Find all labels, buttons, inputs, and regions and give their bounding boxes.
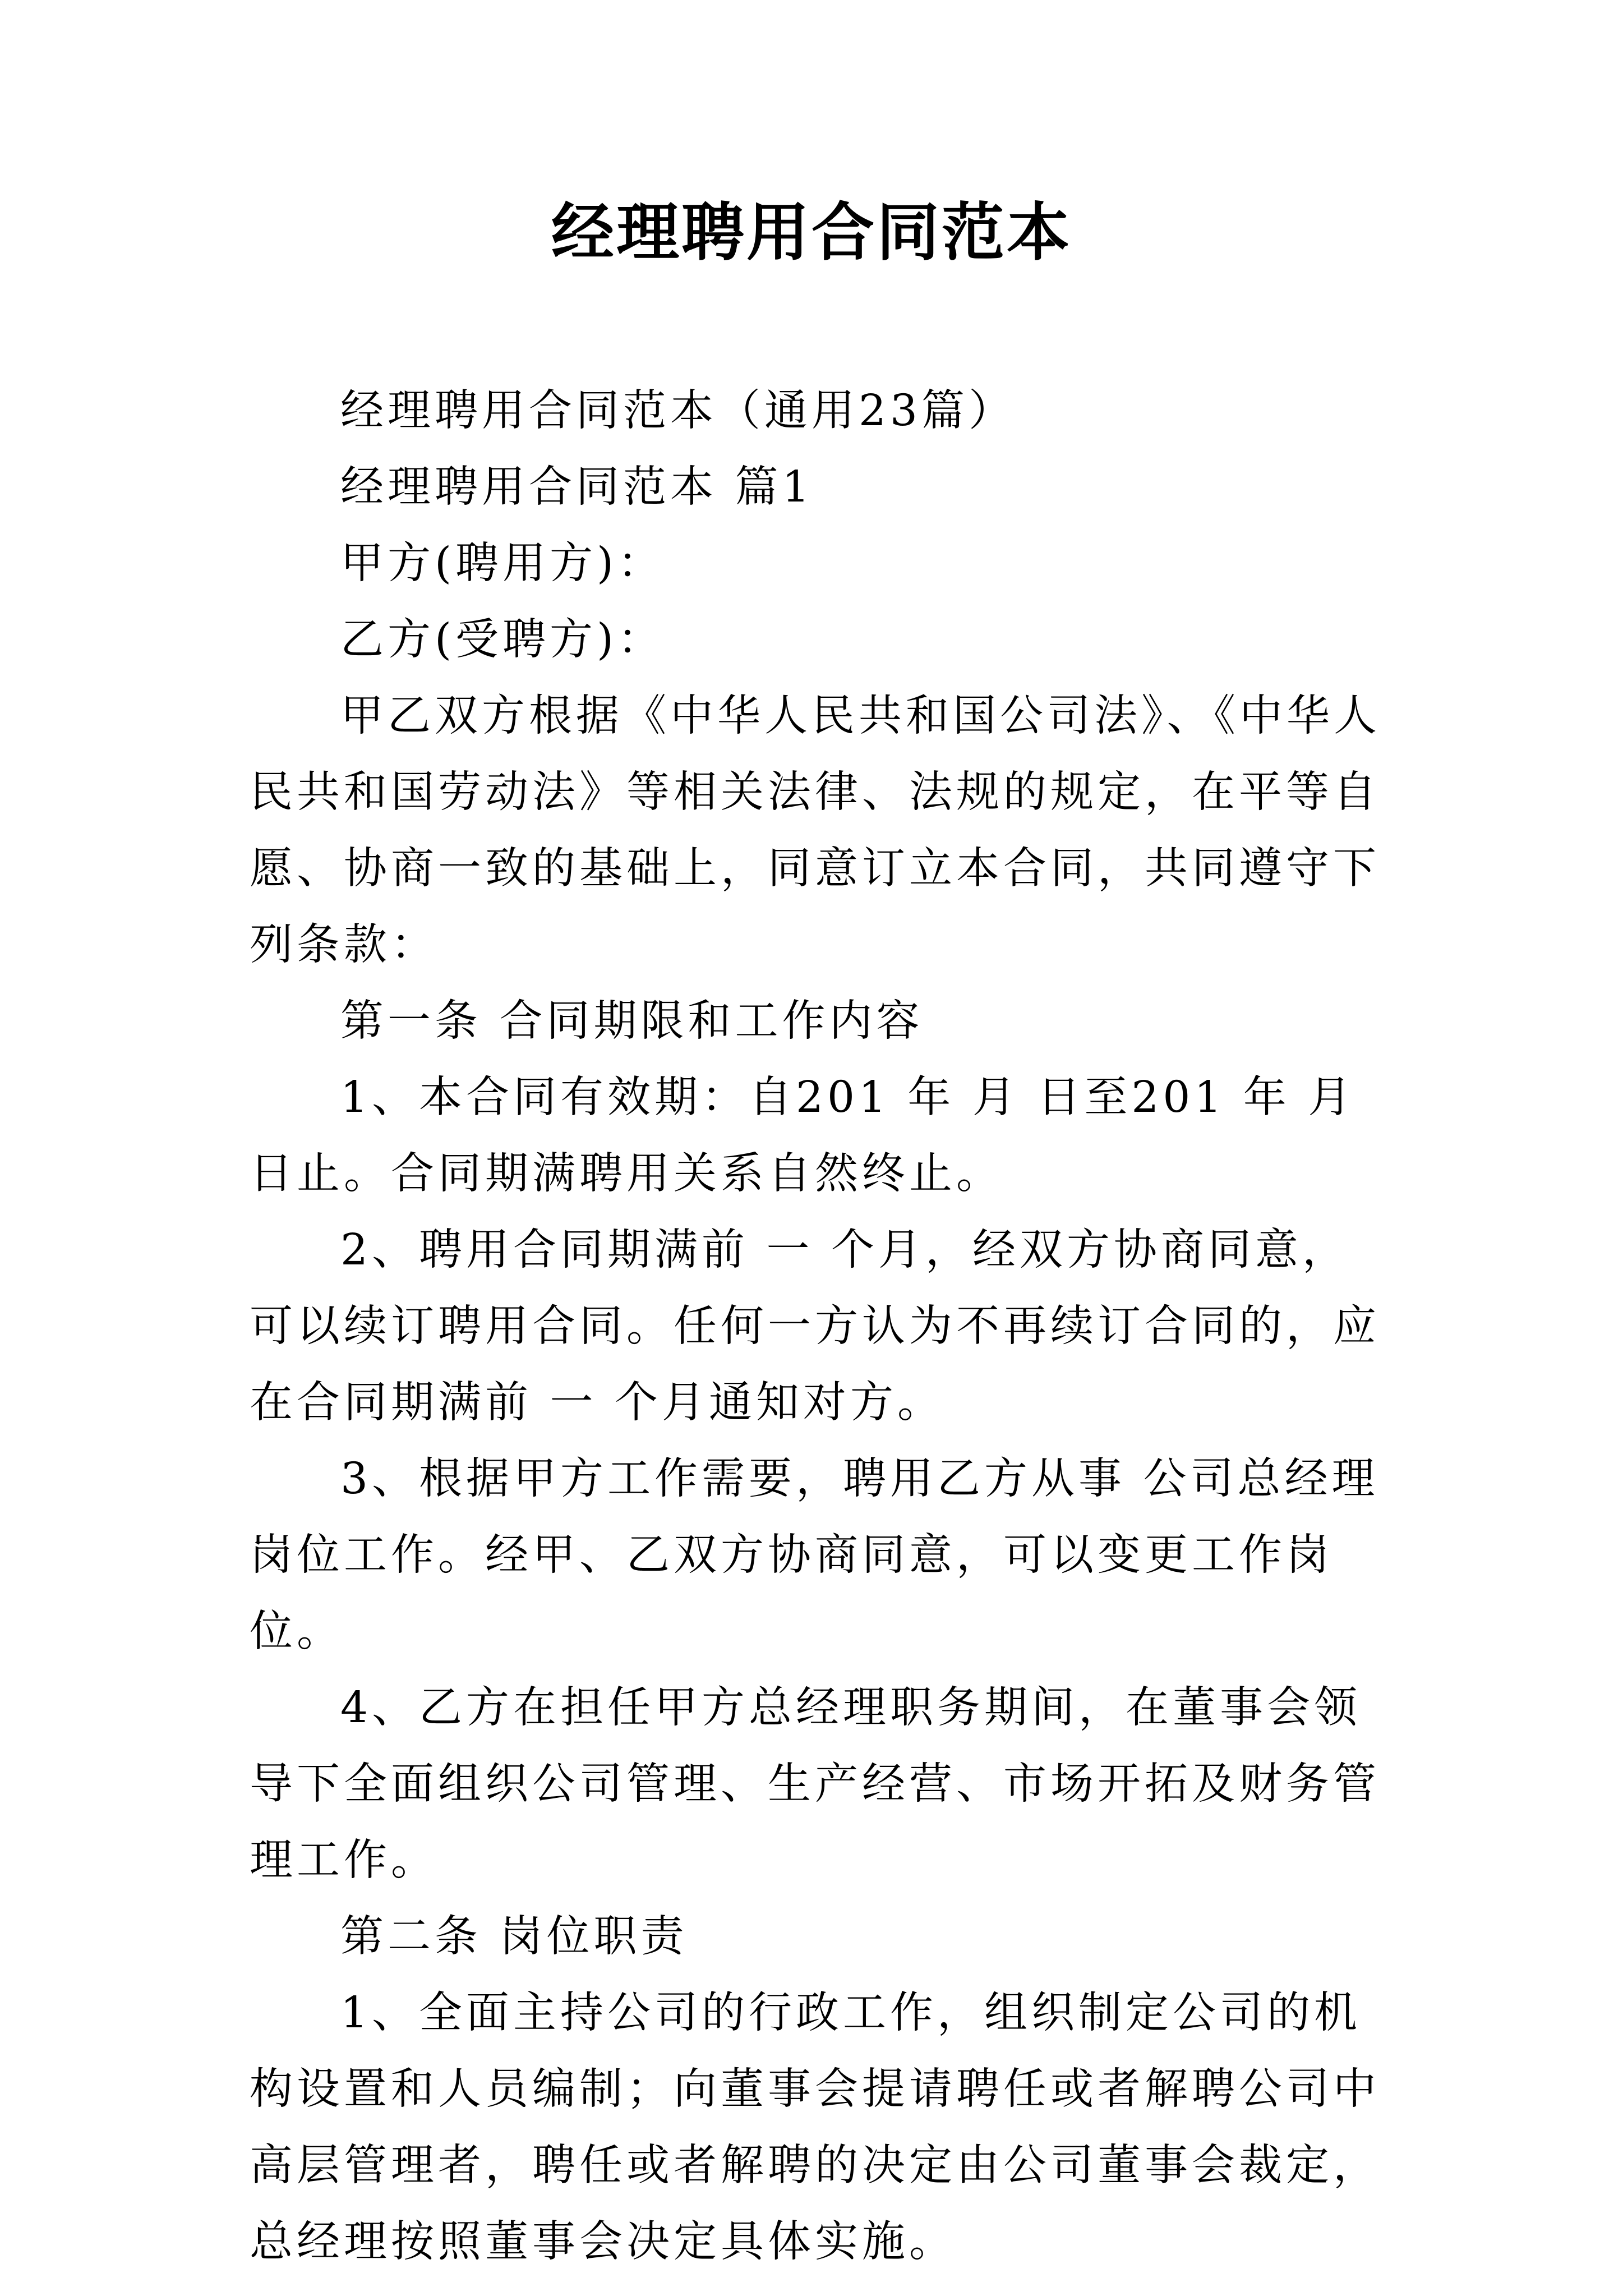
document-body xyxy=(250,373,1394,2280)
clause-paragraph: 4、乙方在担任甲方总经理职务期间，在董事会领导下全面组织公司管理、生产经营、市场开拓及财务管理工作。 xyxy=(250,1683,1380,1885)
party-a-line: 甲方(聘用方)： xyxy=(340,539,665,588)
subtitle-paragraph: 经理聘用合同范本（通用23篇） xyxy=(340,386,1016,436)
clause-paragraph: 1、本合同有效期：自201 年 月 日至201 年 月 日止。合同期满聘用关系自然终止。 xyxy=(250,1073,1355,1199)
preamble-paragraph: 甲乙双方根据《中华人民共和国公司法》、《中华人民共和国劳动法》等相关法律、法规的规定，在平等自愿、协商一致的基础上，同意订立本合同，共同遵守下列条款： xyxy=(250,691,1381,970)
article-heading: 第一条 合同期限和工作内容 xyxy=(340,996,924,1046)
clause-paragraph: 1、全面主持公司的行政工作，组织制定公司的机构设置和人员编制；向董事会提请聘任或者解聘公司中高层管理者，聘任或者解聘的决定由公司董事会裁定，总经理按照董事会决定具体实施。 xyxy=(250,1988,1380,2267)
party-b-line: 乙方(受聘方)： xyxy=(340,615,665,665)
clause-paragraph: 2、聘用合同期满前 一 个月，经双方协商同意，可以续订聘用合同。任何一方认为不再续订合同的，应在合同期满前 一 个月通知对方。 xyxy=(250,1225,1380,1428)
section-heading: 经理聘用合同范本 篇1 xyxy=(340,462,814,512)
document-title: 经理聘用合同范本 xyxy=(551,196,1072,269)
article-heading: 第二条 岗位职责 xyxy=(340,1912,688,1962)
clause-paragraph: 3、根据甲方工作需要，聘用乙方从事 公司总经理岗位工作。经甲、乙双方协商同意，可以变更工作岗位。 xyxy=(250,1454,1379,1657)
